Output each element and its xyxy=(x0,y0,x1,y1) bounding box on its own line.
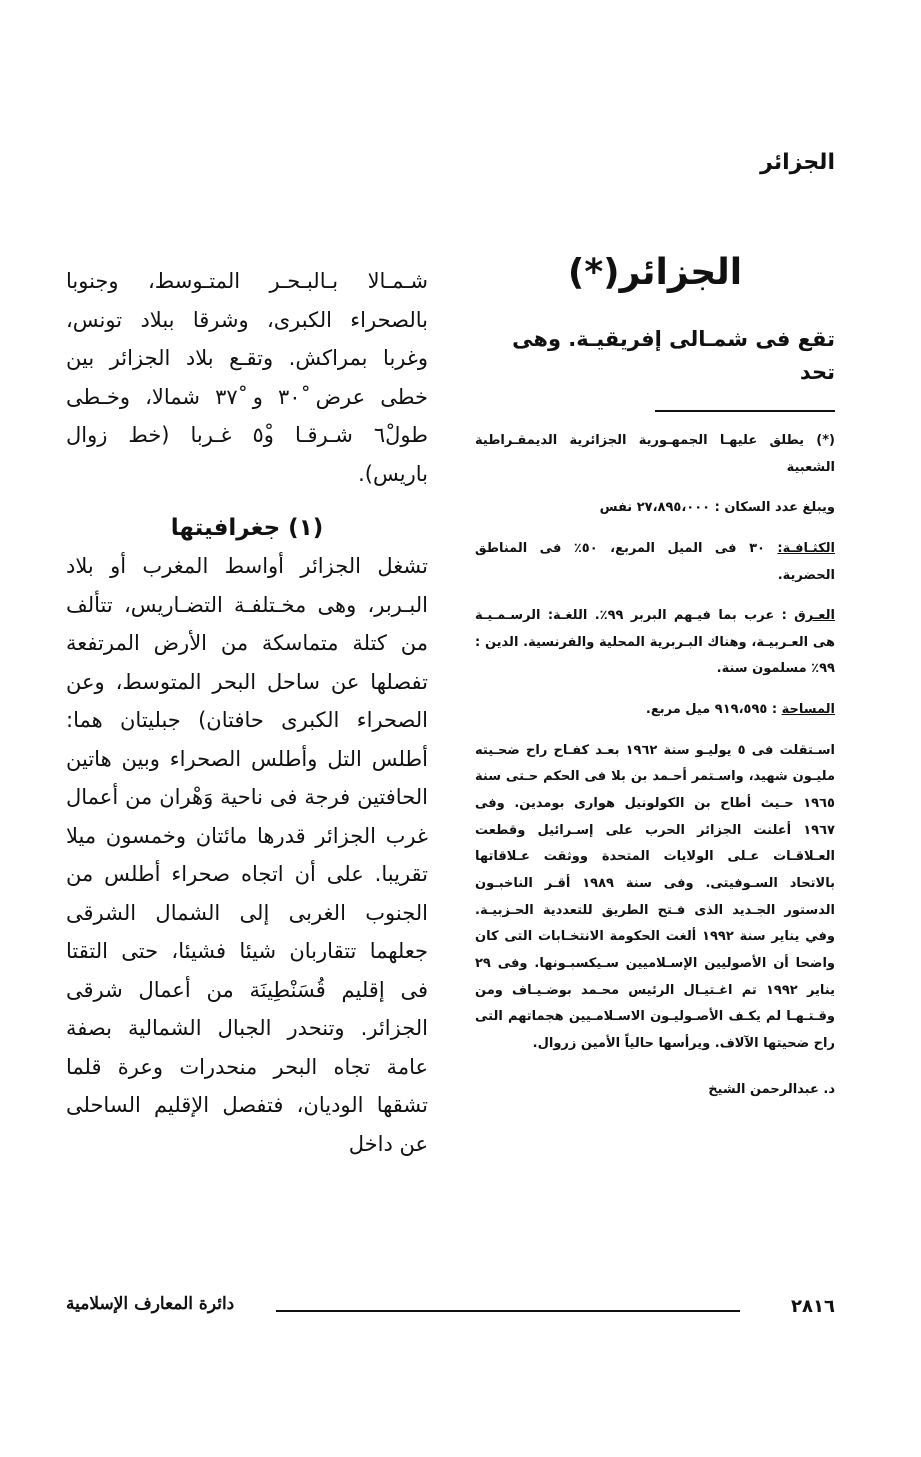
right-column xyxy=(475,250,835,1104)
article-title: الجزائر(*) xyxy=(567,252,743,293)
footer-rule xyxy=(276,1310,740,1312)
article-intro: تقع فى شمـالى إفريقيـة. وهى تحد xyxy=(512,326,835,385)
footnote-divider xyxy=(655,410,835,412)
footnote-race xyxy=(475,603,835,683)
footnote-area xyxy=(475,697,835,724)
density-label: الكثـافـة: xyxy=(777,540,835,556)
footnote-author: د. عبدالرحمن الشيخ xyxy=(708,1082,835,1098)
running-head: الجزائر xyxy=(760,150,835,175)
footnote-population: ويبلغ عدد السكان : ٢٧،٨٩٥،٠٠٠ نفس xyxy=(599,500,835,516)
race-label: العـرق xyxy=(794,608,835,624)
section-heading: (١) جغرافيتها xyxy=(170,515,324,541)
footnote-density xyxy=(475,536,835,589)
area-value: : ٩١٩،٥٩٥ ميل مربع. xyxy=(645,702,782,718)
body-paragraph-1: شـمـالا بـالبـحـر المتـوسط، وجنوبا بالصحراء الكبرى، وشرقا ببلاد تونس، وغربا بمراكش. وتقـع بلاد الجزائر بين خطى عرض ٣٠ْ و ٣٧ْ شمالا، وخـطى طول٦ْ شـرقـا و٥ْ غـربا (خط زوال باريس). xyxy=(66,269,428,486)
footnote-official-name: (*) يطلق عليهـا الجمهـورية الجزائرية الديمقـراطية الشعبية xyxy=(475,432,835,475)
body-paragraph-2: تشغل الجزائر أواسط المغرب أو بلاد البـربر، وهى مخـتلفـة التضـاريس، تتألف من كتلة متماسكة من الأرض المرتفعة تفصلها عن ساحل البحر المتوسط، وعن الصحراء الكبرى حافتان) جبليتان هما: أطلس التل وأطلس الصحراء وبين هاتين الحافتين فرجة فى ناحية وَهْران من أعمال غرب الجزائر قدرها مائتان وخمسون ميلا تقريبا. على أن اتجاه صحراء أطلس من الجنوب الغربى إلى الشمال الشرقى جعلهما تتقاربان شيئا فشيئا، حتى التقتا فى إقليم قُسَنْطِينَة من أعمال شرقى الجزائر. وتنحدر الجبال الشمالية بصفة عامة تجاه البحر منحدرات وعرة قلما تشقها الوديان، فتفصل الإقليم الساحلى عن داخل xyxy=(66,554,428,1156)
density-value: ٣٠ فى الميل المربع، ٥٠٪ فى المناطق الحضرية. xyxy=(475,540,835,583)
page-number: ٢٨١٦ xyxy=(791,1296,835,1317)
page-footer xyxy=(66,1290,835,1330)
area-label: المساحة xyxy=(781,702,835,718)
journal-title: دائرة المعارف الإسلامية xyxy=(66,1294,235,1314)
left-column xyxy=(66,262,428,1163)
footnote xyxy=(475,428,835,1104)
footnote-history: اسـتقلت فى ٥ يوليـو سنة ١٩٦٢ بعـد كفـاح راح ضحـيته مليـون شهيد، واسـتمر أحـمد بن بلا فى الحكم حـتى سنة ١٩٦٥ حـيث أطاح بن الكولونيل هوارى بومدين. وفى ١٩٦٧ أعلنت الجزائر الحرب على إسـرائيل وقطعت العـلاقـات عـلى الولايات المتحدة ووثقت عـلاقاتها بالاتحاد السـوفيتى. وفى سنة ١٩٨٩ أقـر الناخبـون الدستور الجـديد الذى فـتح الطريق للتعددية الحـزبيـة. وفي يناير سنة ١٩٩٢ ألغت الحكومة الانتخـابات التى كان واضحا أن الأصوليين الإسـلاميين سـيكسبـونها. وفى ٢٩ يناير ١٩٩٢ تم اغـتيـال الرئيس محـمد بوضـيـاف ومن وقـتـهـا لم يكـف الأصـوليـون الاسـلامـيين هجماتهم التى راح ضحيتها الآلاف. ويرأسها حالياً الأمين زروال. xyxy=(475,742,835,1051)
race-value: : عرب بما فيـهم البربر ٩٩٪. اللغـة: الرسـمـيـة هى العـربيـة، وهناك البـربرية المحلية والفرنسية. الدين : ٩٩٪ مسلمون سنة. xyxy=(475,608,835,677)
